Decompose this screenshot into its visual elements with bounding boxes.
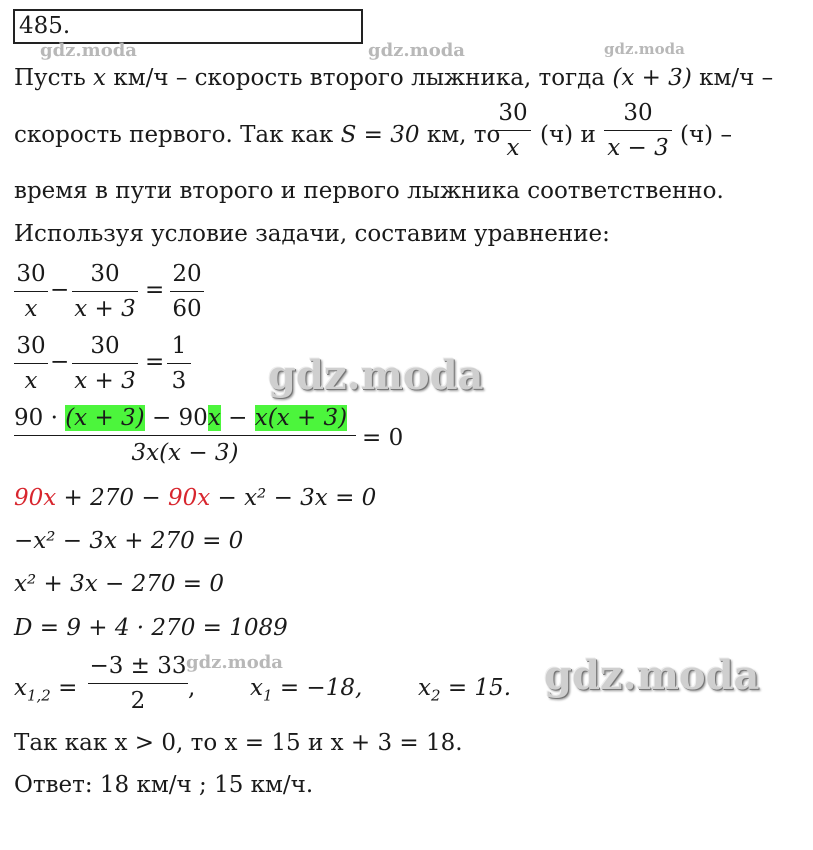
answer: Ответ: 18 км/ч ; 15 км/ч. <box>14 772 314 798</box>
eq2-frac-c: 1 3 <box>167 332 191 395</box>
eq1-frac-c: 20 60 <box>170 260 204 323</box>
eq3-highlight-1: (x + 3) <box>65 405 145 431</box>
eq3-denominator: 3x(x − 3) <box>131 440 239 466</box>
problem-number-text: 485. <box>19 13 71 39</box>
eq7: D = 9 + 4 · 270 = 1089 <box>14 615 288 641</box>
eq1-frac-b: 30 x + 3 <box>72 260 138 323</box>
eq1-minus: − <box>50 277 70 303</box>
eq4: 90x + 270 − 90x − x² − 3x = 0 <box>14 485 377 511</box>
eq8-root-2: $x_2 = 15$. <box>418 675 512 705</box>
eq8-fraction: −3 ± 33 2 <box>89 653 187 714</box>
eq3-highlight-2: x <box>207 405 221 431</box>
watermark-large-2: gdz.moda <box>544 652 760 699</box>
eq1-equals: = <box>145 277 165 303</box>
eq1-frac-a: 30 x <box>14 260 48 323</box>
eq2-frac-b: 30 x + 3 <box>72 332 138 395</box>
watermark-small-2: gdz.moda <box>368 40 465 61</box>
watermark-small-1: gdz.moda <box>40 40 137 61</box>
eq3-rhs: = 0 <box>362 425 404 451</box>
eq6: x² + 3x − 270 = 0 <box>14 571 225 597</box>
watermark-small-3: gdz.moda <box>604 40 685 58</box>
eq5: −x² − 3x + 270 = 0 <box>14 528 244 554</box>
eq3-fraction <box>14 404 356 467</box>
fraction-30-over-x-minus-3: 30 x − 3 <box>604 99 672 162</box>
intro-line-1: Пусть x км/ч – скорость второго лыжника, тогда (x + 3) км/ч – <box>14 65 774 91</box>
problem-number <box>13 9 363 44</box>
intro-line-4: Используя условие задачи, составим уравнение: <box>14 221 610 247</box>
watermark-small-4: gdz.moda <box>186 652 283 673</box>
eq8-comma: , <box>188 675 196 701</box>
eq3-highlight-3: x(x + 3) <box>254 405 348 431</box>
unit-hours-1: (ч) и <box>540 122 596 148</box>
intro-line-2-text: скорость первого. Так как S = 30 км, то <box>14 122 501 148</box>
eq8-root-1: $x_1 = -18$, <box>250 675 363 705</box>
conclusion: Так как x > 0, то x = 15 и x + 3 = 18. <box>14 730 463 756</box>
eq2-equals: = <box>145 349 165 375</box>
intro-line-3: время в пути второго и первого лыжника соответственно. <box>14 178 724 204</box>
eq2-frac-a: 30 x <box>14 332 48 395</box>
eq2-minus: − <box>50 349 70 375</box>
unit-hours-2: (ч) – <box>680 122 732 148</box>
eq3-numerator: 90 · (x + 3) − 90x − x(x + 3) <box>14 405 348 431</box>
fraction-30-over-x: 30 x <box>495 99 531 162</box>
watermark-large-1: gdz.moda <box>268 352 484 399</box>
eq8-lhs: $x_{1,2}$ = <box>14 675 78 705</box>
